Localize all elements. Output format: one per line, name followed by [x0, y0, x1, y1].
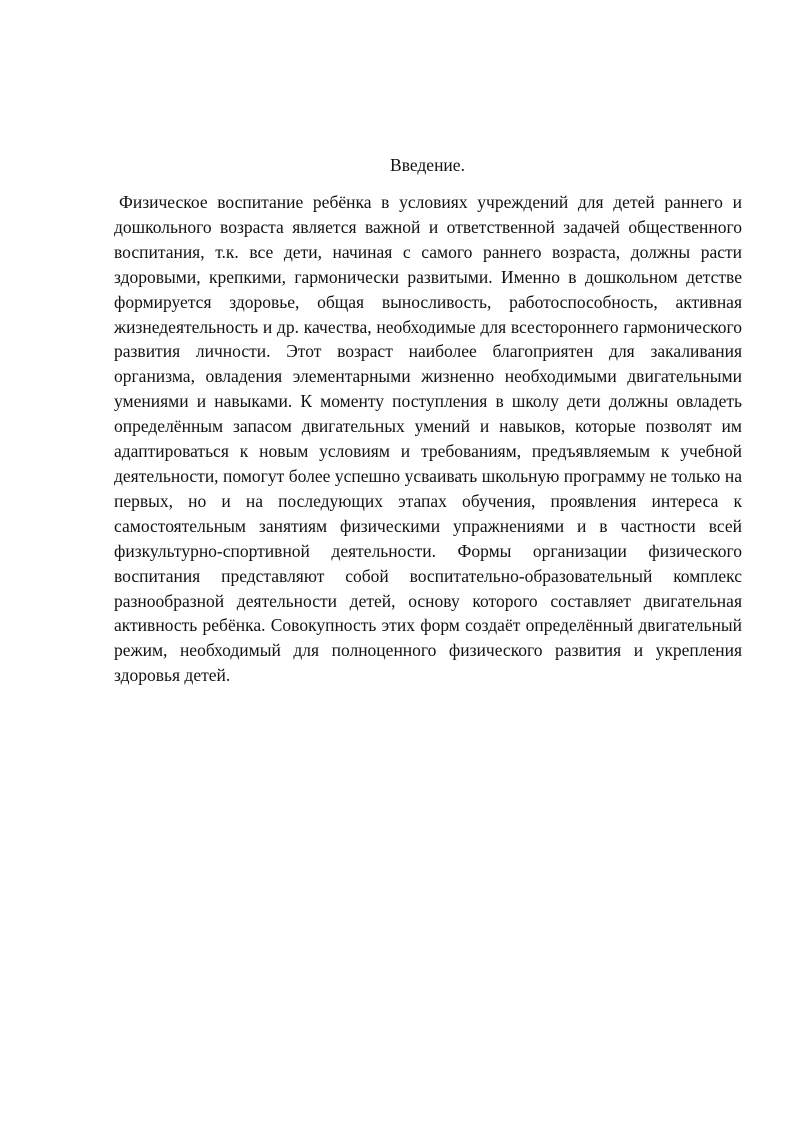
- document-paragraph: [114, 190, 742, 688]
- paragraph-text: Физическое воспитание ребёнка в условиях учреждений для детей раннего и дошкольного возраста является важной и ответственной задачей общественного воспитания, т.к. все дети, начиная с самого раннего возраста, должны расти здоровыми, крепкими, гармонически развитыми. Именно в дошкольном детстве формируется здоровье, общая выносливость, работоспособность, активная жизнедеятельность и др. качества, необходимые для всестороннего гармонического развития личности. Этот возраст наиболее благоприятен для закаливания организма, овладения элементарными жизненно необходимыми двигательными умениями и навыками. К моменту поступления в школу дети должны овладеть определённым запасом двигательных умений и навыков, которые позволят им адаптироваться к новым условиям и требованиям, предъявляемым к учебной деятельности, помогут более успешно усваивать школьную программу не только на первых, но и на последующих этапах обучения, проявления интереса к самостоятельным занятиям физическими упражнениями и в частности всей физкультурно-спортивной деятельности. Формы организации физического воспитания представляют собой воспитательно-образовательный комплекс разнообразной деятельности детей, основу которого составляет двигательная активность ребёнка. Совокупность этих форм создаёт определённый двигательный режим, необходимый для полноценного физического развития и укрепления здоровья детей.: [114, 192, 742, 686]
- document-title: Введение.: [390, 155, 465, 175]
